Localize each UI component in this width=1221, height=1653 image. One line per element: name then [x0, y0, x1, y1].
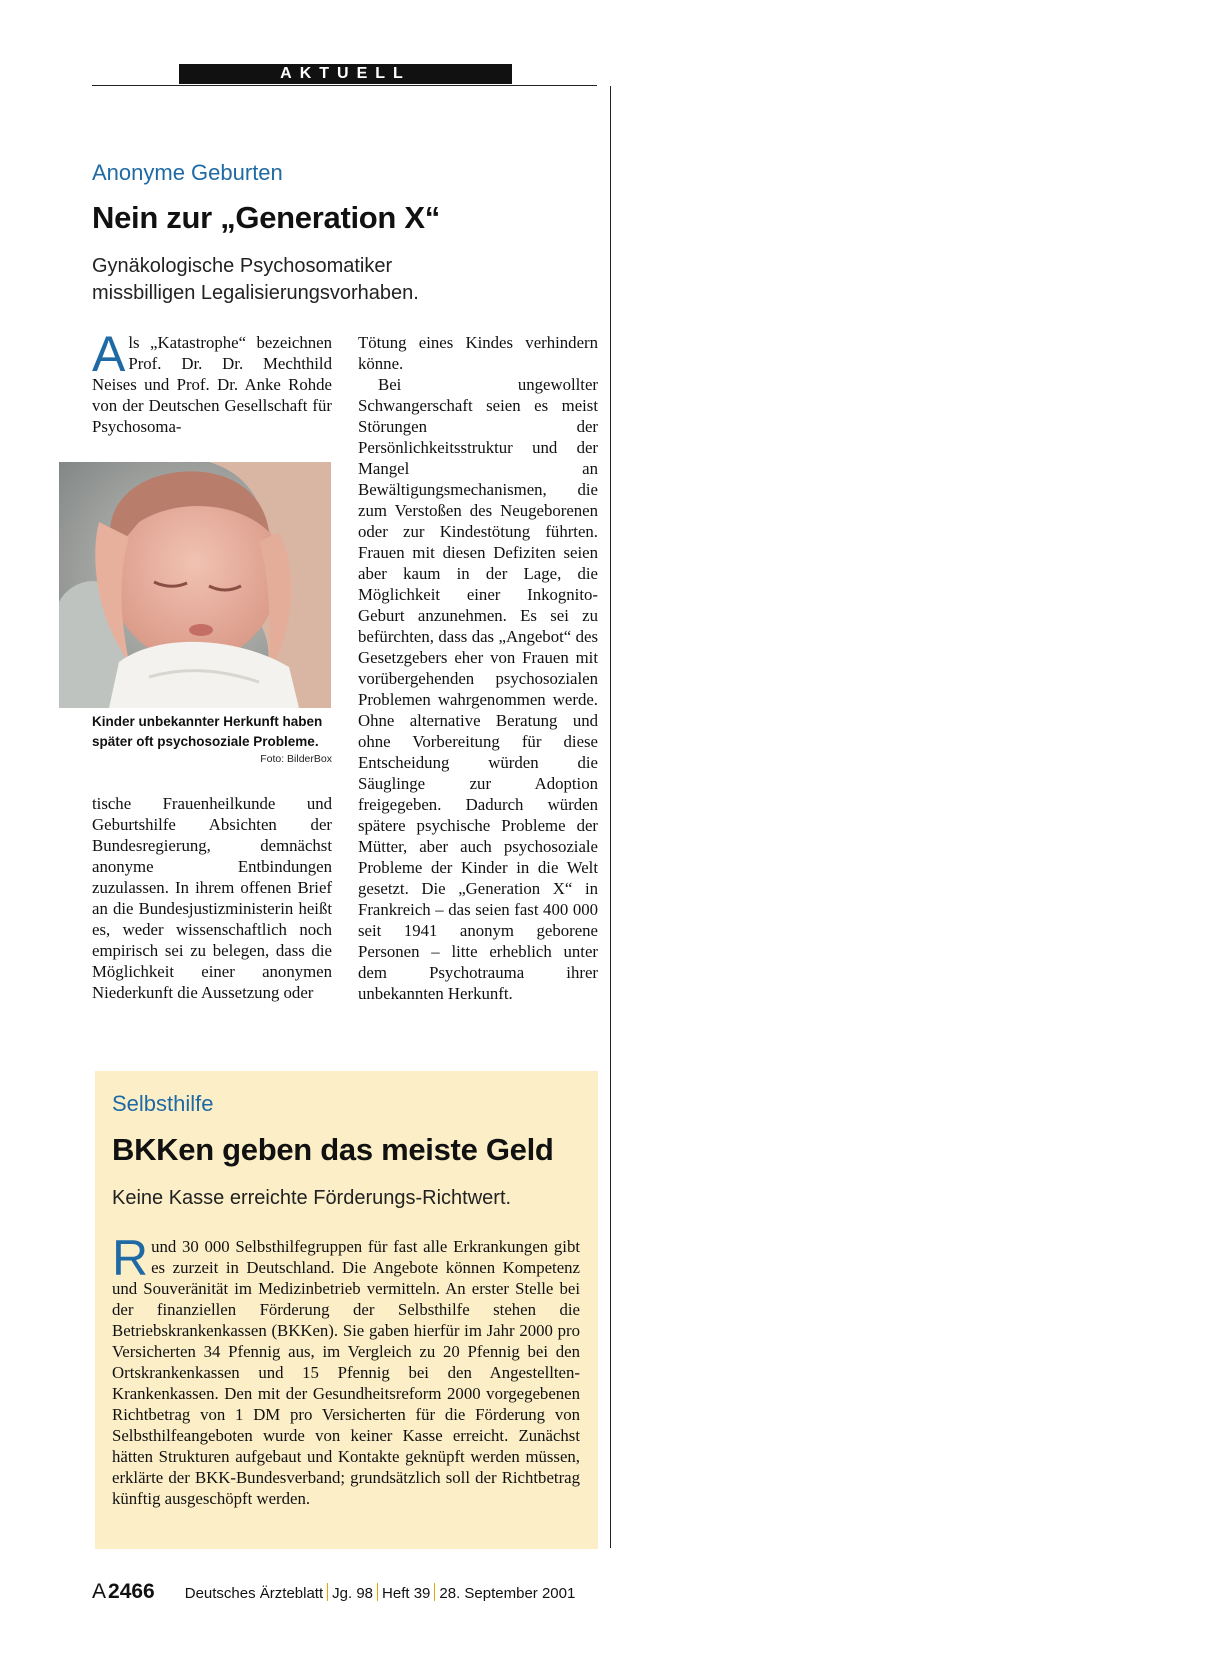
photo-caption: Kinder unbekannter Herkunft haben später oft psychosoziale Probleme.: [92, 714, 323, 749]
article1-deck-line: missbilligen Legalisierungsvorhaben.: [92, 282, 419, 304]
article1-col1-top-text: ls „Katastrophe“ bezeichnen Prof. Dr. Dr. Mechthild Neises und Prof. Dr. Anke Rohde von der Deutschen Gesellschaft für Psychosoma-: [92, 333, 332, 436]
article2-headline: BKKen geben das meiste Geld: [112, 1132, 554, 1167]
article1-deck: [92, 253, 419, 307]
column-divider: [610, 86, 611, 1548]
journal-issue: Heft 39: [382, 1585, 431, 1602]
journal-volume: Jg. 98: [332, 1585, 374, 1602]
page-prefix: A: [92, 1580, 107, 1603]
footer-separator: [377, 1583, 378, 1601]
article2-kicker: Selbsthilfe: [112, 1091, 214, 1116]
journal-date: 28. September 2001: [439, 1585, 576, 1602]
article2-body-text: und 30 000 Selbsthilfegruppen für fast alle Erkrankungen gibt es zurzeit in Deutschland. Die Angebote können Kompetenz und Souveränität im Medizinbetrieb vermitteln. An erster Stelle bei der finanziellen Förderung der Selbsthilfe stehen die Betriebskrankenkassen (BKKen). Sie gaben hierfür im Jahr 2000 pro Versicherten 34 Pfennig aus, im Vergleich zu 20 Pfennig bei den Ortskrankenkassen und 15 Pfennig bei den Angestellten-Krankenkassen. Den mit der Gesundheitsreform 2000 vorgegebenen Richtbetrag von 1 DM pro Versicherten für die Förderung von Selbsthilfeangeboten wurde von keiner Kasse erreicht. Zunächst hätten Strukturen aufgebaut und Kontakte geknüpft werden müssen, erklärte der BKK-Bundesverband; grundsätzlich soll der Richtbetrag künftig ausgeschöpft werden.: [112, 1237, 580, 1508]
photo-credit: Foto: BilderBox: [260, 753, 332, 765]
journal-name: Deutsches Ärzteblatt: [184, 1585, 324, 1602]
page-number: 2466: [108, 1580, 155, 1603]
article1-col2: [358, 332, 598, 1004]
article1-col2-paragraph: Bei ungewollter Schwangerschaft seien es meist Störungen der Persönlichkeitsstruktur und der Mangel an Bewältigungsmechanismen, die zum Verstoßen des Neugeborenen oder zur Kindestötung führten. Frauen mit diesen Defiziten seien aber kaum in der Lage, die Möglichkeit einer Inkognito-Geburt anzunehmen. Es sei zu befürchten, dass das „Angebot“ des Gesetzgebers eher von Frauen mit vorübergehenden psychosozialen Problemen wahrgenommen werde. Ohne alternative Beratung und ohne Vorbereitung für diese Entscheidung würden die Säuglinge zur Adoption freigegeben. Dadurch würden spätere psychische Probleme der Mütter, aber auch psychosoziale Probleme der Kinder in die Welt gesetzt. Die „Generation X“ in Frankreich – das seien fast 400 000 seit 1941 anonym geborene Personen – litte erheblich unter dem Psychotrauma ihrer unbekannten Herkunft.: [358, 375, 598, 1003]
footer-separator: [327, 1583, 328, 1601]
baby-photo: [59, 462, 331, 708]
article1-dropcap: A: [92, 326, 126, 382]
article2-dropcap: R: [112, 1230, 149, 1286]
baby-photo-image: [59, 462, 331, 708]
article1-kicker: Anonyme Geburten: [92, 160, 283, 185]
article2-deck: Keine Kasse erreichte Förderungs-Richtwert.: [112, 1187, 512, 1209]
article1-deck-line: Gynäkologische Psychosomatiker: [92, 255, 393, 277]
page-footer: [92, 1580, 575, 1604]
article1-headline: Nein zur „Generation X“: [92, 200, 440, 235]
rubric-rule: [92, 85, 597, 86]
footer-separator: [434, 1583, 435, 1601]
article2-body: [112, 1230, 580, 1509]
section-rubric: AKTUELL: [179, 64, 512, 84]
article1-col2-paragraph: Tötung eines Kindes verhindern könne.: [358, 333, 598, 373]
article1-col1-top: [92, 326, 332, 437]
article1-col1-bottom: tische Frauenheilkunde und Geburtshilfe Absichten der Bundesregierung, demnächst anonyme Entbindungen zuzulassen. In ihrem offenen Brief an die Bundesjustizministerin heißt es, weder wissenschaftlich noch empirisch sei zu belegen, dass die Möglichkeit einer anonymen Niederkunft die Aussetzung oder: [92, 794, 332, 1002]
